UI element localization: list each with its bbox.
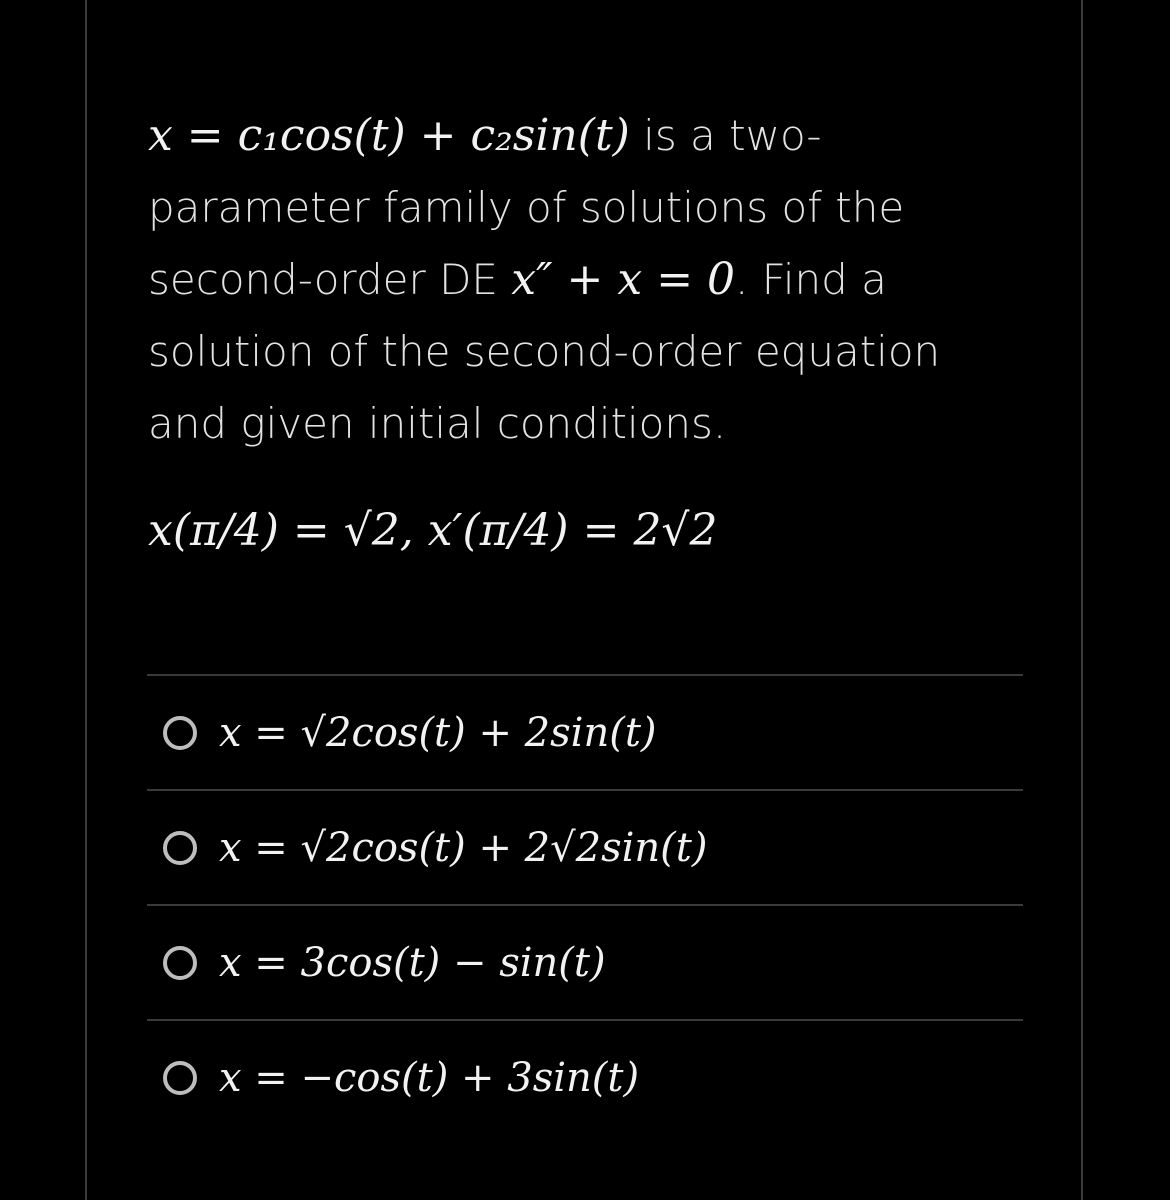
radio-button-icon[interactable]	[163, 1061, 197, 1095]
answer-option-label: x = −cos(t) + 3sin(t)	[219, 1054, 640, 1101]
radio-button-icon[interactable]	[163, 831, 197, 865]
answer-option-label: x = √2cos(t) + 2sin(t)	[219, 709, 657, 756]
question-text	[148, 100, 1028, 460]
differential-equation-math: x″ + x = 0	[511, 254, 736, 305]
answer-option-1[interactable]	[147, 674, 1023, 789]
initial-conditions: x(π/4) = √2, x′(π/4) = 2√2	[148, 505, 718, 556]
answer-option-label: x = 3cos(t) − sin(t)	[219, 939, 606, 986]
radio-button-icon[interactable]	[163, 946, 197, 980]
question-text-part-1: is a two-parameter family of solutions of the second-order DE	[148, 111, 905, 304]
answer-option-3[interactable]	[147, 904, 1023, 1019]
answer-option-2[interactable]	[147, 789, 1023, 904]
radio-button-icon[interactable]	[163, 716, 197, 750]
solution-family-math: x = c₁cos(t) + c₂sin(t)	[148, 110, 630, 161]
question-text-part-2: . Find a solution of the second-order equation and given initial conditions.	[148, 255, 941, 448]
answer-option-label: x = √2cos(t) + 2√2sin(t)	[219, 824, 708, 871]
answer-options	[147, 674, 1023, 1134]
answer-option-4[interactable]	[147, 1019, 1023, 1134]
